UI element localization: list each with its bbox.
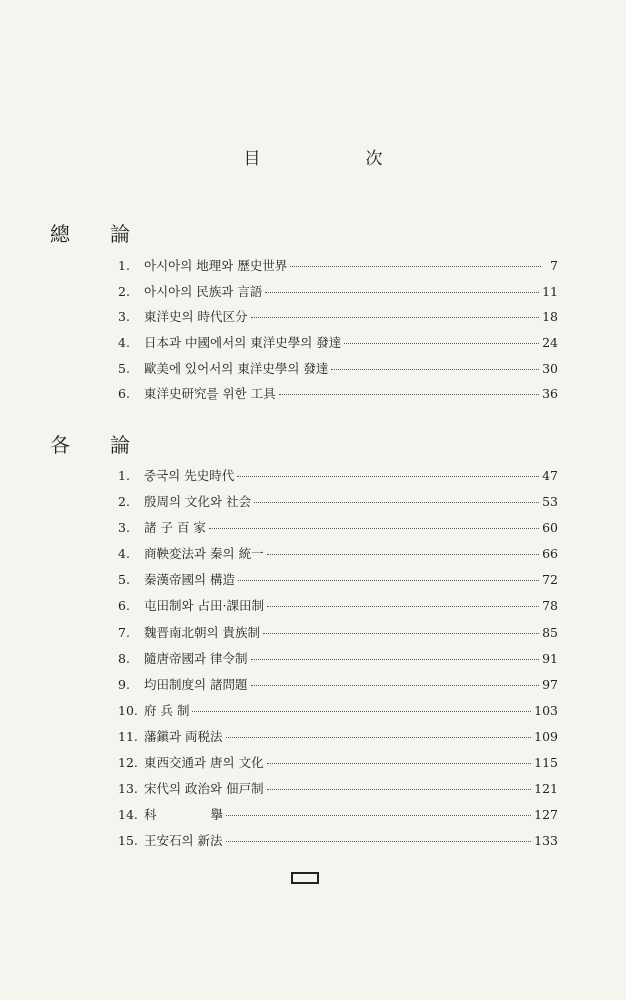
toc-entry bbox=[118, 466, 558, 492]
toc-entry bbox=[118, 282, 558, 308]
toc-entry-number: 4. bbox=[118, 546, 130, 562]
toc-leader-dots bbox=[226, 815, 531, 816]
toc-entry-number: 15. bbox=[118, 833, 138, 849]
toc-leader-dots bbox=[226, 841, 532, 842]
toc-entry-number: 5. bbox=[118, 360, 130, 376]
toc-entry-number: 3. bbox=[118, 309, 130, 325]
toc-entry-page: 91 bbox=[542, 650, 558, 666]
page-title: 目 次 bbox=[243, 149, 427, 169]
toc-leader-dots bbox=[237, 476, 539, 477]
toc-entry-title: 藩鎭과 両税法 bbox=[144, 728, 223, 744]
toc-entry-title: 東西交通과 唐의 文化 bbox=[144, 755, 264, 771]
toc-list-specific bbox=[118, 466, 558, 857]
toc-entry bbox=[118, 675, 558, 701]
toc-entry-page: 97 bbox=[542, 676, 558, 692]
toc-entry bbox=[118, 805, 558, 831]
toc-entry bbox=[118, 333, 558, 359]
toc-entry-number: 10. bbox=[118, 702, 138, 718]
toc-entry bbox=[118, 623, 558, 649]
toc-entry-title: 諸 子 百 家 bbox=[144, 520, 206, 536]
toc-entry-page: 72 bbox=[542, 572, 558, 588]
toc-entry bbox=[118, 727, 558, 753]
toc-entry-page: 85 bbox=[542, 624, 558, 640]
section-heading-general: 總論 bbox=[50, 222, 170, 246]
toc-leader-dots bbox=[267, 554, 539, 555]
toc-entry-page: 121 bbox=[534, 781, 558, 797]
toc-entry-number: 2. bbox=[118, 494, 130, 510]
toc-leader-dots bbox=[267, 606, 539, 607]
toc-entry bbox=[118, 518, 558, 544]
toc-entry-title: 魏晋南北朝의 貴族制 bbox=[144, 624, 261, 640]
toc-leader-dots bbox=[265, 292, 539, 293]
toc-entry-number: 4. bbox=[118, 335, 130, 351]
toc-entry-page: 109 bbox=[534, 728, 558, 744]
toc-entry-page: 66 bbox=[542, 546, 558, 562]
toc-entry-number: 14. bbox=[118, 807, 138, 823]
toc-leader-dots bbox=[267, 763, 532, 764]
toc-entry-page: 127 bbox=[534, 807, 558, 823]
toc-entry-number: 6. bbox=[118, 598, 130, 614]
toc-leader-dots bbox=[279, 394, 539, 395]
toc-entry-title: 均田制度의 諸問題 bbox=[144, 676, 248, 692]
toc-entry bbox=[118, 831, 558, 857]
toc-entry bbox=[118, 359, 558, 385]
toc-entry-title: 殷周의 文化와 社会 bbox=[144, 494, 252, 510]
toc-entry bbox=[118, 307, 558, 333]
toc-entry bbox=[118, 570, 558, 596]
toc-entry-number: 9. bbox=[118, 676, 130, 692]
toc-leader-dots bbox=[209, 528, 539, 529]
toc-entry bbox=[118, 256, 558, 282]
toc-entry-page: 115 bbox=[534, 755, 558, 771]
toc-entry-page: 30 bbox=[542, 360, 558, 376]
toc-entry bbox=[118, 492, 558, 518]
toc-entry bbox=[118, 701, 558, 727]
toc-leader-dots bbox=[263, 633, 539, 634]
toc-entry-page: 78 bbox=[542, 598, 558, 614]
toc-entry-title: 王安石의 新法 bbox=[144, 833, 223, 849]
toc-entry-title: 아시아의 地理와 歷史世界 bbox=[144, 258, 288, 273]
toc-entry bbox=[118, 384, 558, 410]
toc-entry bbox=[118, 649, 558, 675]
toc-entry-title: 府 兵 制 bbox=[144, 702, 190, 718]
toc-entry-title: 日本과 中國에서의 東洋史學의 發達 bbox=[144, 335, 342, 351]
toc-entry-page: 7 bbox=[550, 258, 558, 273]
toc-entry-page: 36 bbox=[542, 386, 558, 402]
toc-entry-title: 屯田制와 占田·課田制 bbox=[144, 598, 265, 614]
toc-entry-number: 13. bbox=[118, 781, 138, 797]
toc-leader-dots bbox=[238, 580, 539, 581]
toc-entry-title: 東洋史研究를 위한 工具 bbox=[144, 386, 276, 402]
toc-entry-title: 隨唐帝國과 律令制 bbox=[144, 650, 248, 666]
toc-entry-page: 47 bbox=[542, 468, 558, 483]
toc-entry bbox=[118, 753, 558, 779]
toc-entry-title: 중국의 先史時代 bbox=[144, 468, 235, 483]
toc-leader-dots bbox=[251, 659, 540, 660]
toc-entry-page: 103 bbox=[534, 702, 558, 718]
toc-entry-title: 科 擧 bbox=[144, 807, 223, 823]
toc-list-general bbox=[118, 256, 558, 410]
toc-entry-title: 東洋史의 時代区分 bbox=[144, 309, 248, 325]
toc-entry-number: 3. bbox=[118, 520, 130, 536]
toc-entry bbox=[118, 779, 558, 805]
toc-entry-number: 5. bbox=[118, 572, 130, 588]
toc-entry-number: 1. bbox=[118, 468, 130, 483]
toc-entry-title: 秦漢帝國의 構造 bbox=[144, 572, 236, 588]
toc-entry-page: 11 bbox=[542, 283, 558, 299]
toc-entry-number: 1. bbox=[118, 258, 130, 273]
toc-entry-title: 歐美에 있어서의 東洋史學의 發達 bbox=[144, 360, 329, 376]
toc-entry-page: 133 bbox=[534, 833, 558, 849]
toc-leader-dots bbox=[254, 502, 539, 503]
toc-leader-dots bbox=[192, 711, 531, 712]
toc-entry bbox=[118, 596, 558, 622]
folio-mark bbox=[290, 871, 320, 885]
toc-entry-page: 18 bbox=[542, 309, 558, 325]
toc-entry-number: 7. bbox=[118, 624, 130, 640]
toc-leader-dots bbox=[251, 317, 540, 318]
section-heading-specific: 各論 bbox=[50, 433, 170, 457]
toc-leader-dots bbox=[226, 737, 532, 738]
toc-entry-title: 商鞅変法과 秦의 統一 bbox=[144, 546, 264, 562]
toc-leader-dots bbox=[251, 685, 540, 686]
toc-entry-number: 8. bbox=[118, 650, 130, 666]
toc-entry-number: 11. bbox=[118, 728, 138, 744]
toc-entry-title: 아시아의 民族과 言語 bbox=[144, 283, 263, 299]
toc-entry-number: 6. bbox=[118, 386, 130, 402]
toc-entry-page: 24 bbox=[542, 335, 558, 351]
toc-leader-dots bbox=[290, 266, 541, 267]
toc-entry-number: 12. bbox=[118, 755, 138, 771]
toc-leader-dots bbox=[267, 789, 532, 790]
toc-entry-number: 2. bbox=[118, 283, 130, 299]
toc-entry-page: 60 bbox=[542, 520, 558, 536]
toc-entry-page: 53 bbox=[542, 494, 558, 510]
toc-entry bbox=[118, 544, 558, 570]
toc-leader-dots bbox=[344, 343, 539, 344]
toc-leader-dots bbox=[331, 369, 539, 370]
toc-entry-title: 宋代의 政治와 佃戸制 bbox=[144, 781, 264, 797]
